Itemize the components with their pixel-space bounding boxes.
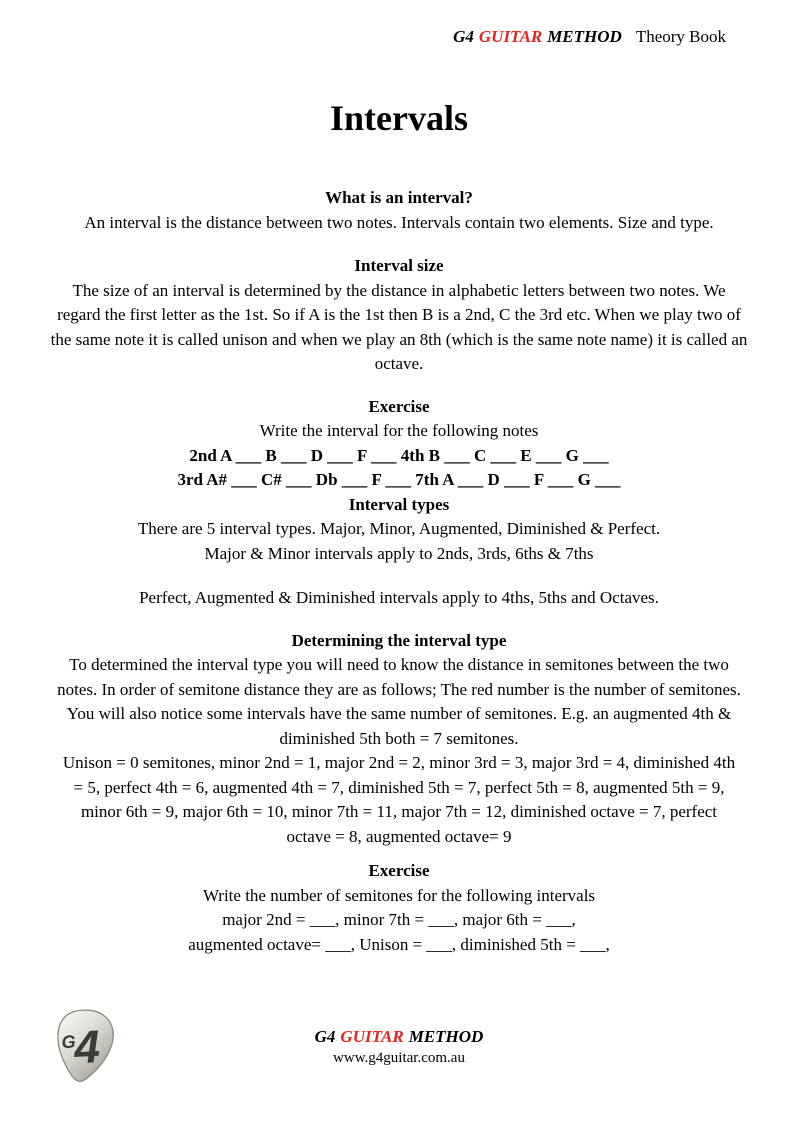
text-line: Unison = 0 semitones, minor 2nd = 1, major 2nd = 2, minor 3rd = 3, major 3rd = 4, diminished 4th xyxy=(62,753,736,772)
page-content xyxy=(23,186,775,957)
text-line: An interval is the distance between two notes. Intervals contain two elements. Size and type. xyxy=(84,212,714,232)
text-line: diminished 5th both = 7 semitones. xyxy=(279,728,519,748)
heading-determining-interval-type: Determining the interval type xyxy=(291,630,507,650)
paragraph-interval-size xyxy=(23,279,775,377)
footer-brand xyxy=(0,1026,798,1048)
text-line: notes. In order of semitone distance they are as follows; The red number is the number of semitones. xyxy=(57,679,741,699)
interval-types-line-1: There are 5 interval types. Major, Minor, Augmented, Diminished & Perfect. xyxy=(137,519,661,538)
text-line: = 5, perfect 4th = 6, augmented 4th = 7, diminished 5th = 7, perfect 5th = 8, augmented 5th = 9, xyxy=(73,777,725,797)
logo-letter-4: 4 xyxy=(72,1020,102,1074)
footer-brand-g4: G4 xyxy=(314,1027,336,1046)
footer-brand-method: METHOD xyxy=(408,1027,484,1046)
exercise-2-instruction: Write the number of semitones for the following intervals xyxy=(202,885,596,905)
text-line: octave = 8, augmented octave= 9 xyxy=(286,826,512,846)
header-brand-guitar: GUITAR xyxy=(478,27,543,46)
text-line: You will also notice some intervals have the same number of semitones. E.g. an augmented 4th & xyxy=(66,704,732,723)
text-line: regard the first letter as the 1st. So if A is the 1st then B is a 2nd, C the 3rd etc. When we play two of xyxy=(57,305,741,324)
header-brand-g4: G4 xyxy=(453,27,474,46)
exercise-2-line-1: major 2nd = ___, minor 7th = ___, major 6th = ___, xyxy=(222,910,576,929)
page-footer xyxy=(0,1026,798,1069)
page-header xyxy=(0,0,798,48)
heading-what-is-an-interval: What is an interval? xyxy=(325,188,473,207)
page-title: Intervals xyxy=(330,98,468,138)
heading-interval-types: Interval types xyxy=(348,494,450,514)
paragraph-what-is-an-interval xyxy=(23,211,775,236)
text-line: the same note it is called unison and when we play an 8th (which is the same note name) it is called an xyxy=(50,329,748,349)
exercise-1-line-1: 2nd A ___ B ___ D ___ F ___ 4th B ___ C ___ E ___ G ___ xyxy=(189,445,609,465)
paragraph-determining-interval-type xyxy=(23,653,775,751)
interval-types-line-2: Major & Minor intervals apply to 2nds, 3rds, 6ths & 7ths xyxy=(204,543,594,563)
exercise-1-instruction: Write the interval for the following notes xyxy=(259,421,539,440)
exercise-2-line-2: augmented octave= ___, Unison = ___, diminished 5th = ___, xyxy=(188,934,610,954)
semitone-list xyxy=(23,751,775,849)
heading-exercise-1: Exercise xyxy=(368,396,430,416)
exercise-1-line-2: 3rd A# ___ C# ___ Db ___ F ___ 7th A ___ D ___ F ___ G ___ xyxy=(177,470,621,489)
text-line: The size of an interval is determined by the distance in alphabetic letters between two notes. We xyxy=(72,280,726,300)
text-line: minor 6th = 9, major 6th = 10, minor 7th = 11, major 7th = 12, diminished octave = 7, perfect xyxy=(80,802,718,821)
footer-brand-guitar: GUITAR xyxy=(340,1027,404,1046)
logo-letter-g: G xyxy=(61,1031,77,1053)
header-book-label: Theory Book xyxy=(635,27,726,46)
text-line: octave. xyxy=(374,354,424,373)
header-brand-method: METHOD xyxy=(547,27,622,46)
heading-interval-size: Interval size xyxy=(354,256,444,275)
interval-types-line-3: Perfect, Augmented & Diminished intervals apply to 4ths, 5ths and Octaves. xyxy=(139,588,659,607)
footer-website: www.g4guitar.com.au xyxy=(333,1050,465,1066)
heading-exercise-2: Exercise xyxy=(368,861,430,880)
text-line: To determined the interval type you will need to know the distance in semitones between the two xyxy=(69,655,729,674)
